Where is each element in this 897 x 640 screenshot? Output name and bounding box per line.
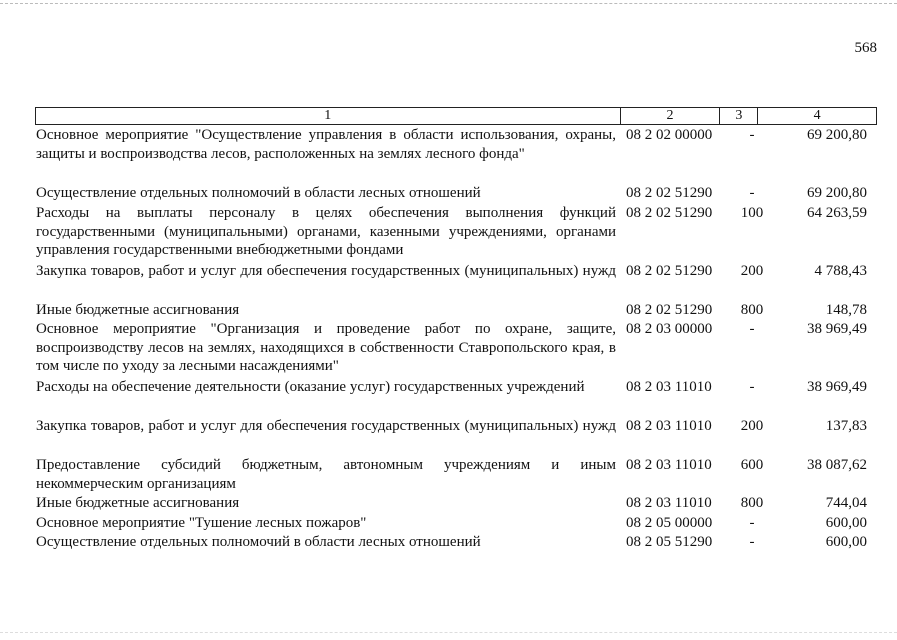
row-amount: 148,78 xyxy=(825,302,867,318)
row-amount: 600,00 xyxy=(825,515,867,531)
row-type: - xyxy=(749,534,755,550)
row-type: - xyxy=(749,127,755,143)
row-amount: 64 263,59 xyxy=(807,205,867,221)
page-number: 568 xyxy=(854,40,877,56)
row-code: 08 2 02 51290 xyxy=(626,302,713,318)
row-amount: 600,00 xyxy=(825,534,867,550)
row-code: 08 2 02 51290 xyxy=(626,205,713,221)
row-amount: 4 788,43 xyxy=(814,263,867,279)
row-code: 08 2 03 11010 xyxy=(626,379,712,395)
row-description: Осуществление отдельных полномочий в области лесных отношений xyxy=(36,185,481,201)
row-description: Расходы на выплаты персоналу в целях обеспечения выполнения функций государственными (муниципальными) органами, казенными учреждениями, органами управления государственными внебюджетными фондами xyxy=(36,205,616,258)
row-amount: 69 200,80 xyxy=(807,185,867,201)
row-type: - xyxy=(749,515,755,531)
header-col-2: 2 xyxy=(621,108,721,124)
row-amount: 38 969,49 xyxy=(807,379,867,395)
table-header xyxy=(35,107,877,125)
row-code: 08 2 02 51290 xyxy=(626,185,713,201)
row-type: 200 xyxy=(740,263,764,279)
row-code: 08 2 05 51290 xyxy=(626,534,713,550)
row-code: 08 2 03 11010 xyxy=(626,495,712,511)
row-type: 800 xyxy=(740,495,764,511)
row-type: 600 xyxy=(740,457,764,473)
row-description: Закупка товаров, работ и услуг для обеспечения государственных (муниципальных) нужд xyxy=(36,263,616,279)
row-amount: 137,83 xyxy=(825,418,867,434)
row-type: - xyxy=(749,321,755,337)
row-type: 200 xyxy=(740,418,764,434)
row-description: Осуществление отдельных полномочий в области лесных отношений xyxy=(36,534,481,550)
row-description: Предоставление субсидий бюджетным, автономным учреждениям и иным некоммерческим организациям xyxy=(36,457,616,492)
row-amount: 38 087,62 xyxy=(807,457,867,473)
scan-edge-bottom xyxy=(0,632,897,634)
row-code: 08 2 02 51290 xyxy=(626,263,713,279)
row-description: Расходы на обеспечение деятельности (оказание услуг) государственных учреждений xyxy=(36,379,585,395)
row-type: 800 xyxy=(740,302,764,318)
scan-edge-top xyxy=(0,3,897,5)
row-type: - xyxy=(749,185,755,201)
row-type: 100 xyxy=(740,205,764,221)
row-code: 08 2 05 00000 xyxy=(626,515,713,531)
row-type: - xyxy=(749,379,755,395)
row-code: 08 2 03 00000 xyxy=(626,321,713,337)
row-amount: 69 200,80 xyxy=(807,127,867,143)
row-description: Основное мероприятие "Тушение лесных пожаров" xyxy=(36,515,367,531)
row-description: Основное мероприятие "Осуществление управления в области использования, охраны, защиты и воспроизводства лесов, расположенных на землях лесного фонда" xyxy=(36,127,616,162)
row-description: Иные бюджетные ассигнования xyxy=(36,302,240,318)
header-col-1: 1 xyxy=(36,108,621,124)
header-col-4: 4 xyxy=(813,108,821,123)
row-code: 08 2 03 11010 xyxy=(626,418,712,434)
row-description: Иные бюджетные ассигнования xyxy=(36,495,240,511)
row-amount: 38 969,49 xyxy=(807,321,867,337)
row-code: 08 2 03 11010 xyxy=(626,457,712,473)
header-col-3: 3 xyxy=(720,108,758,124)
row-description: Закупка товаров, работ и услуг для обеспечения государственных (муниципальных) нужд xyxy=(36,418,616,434)
row-amount: 744,04 xyxy=(825,495,867,511)
row-code: 08 2 02 00000 xyxy=(626,127,713,143)
row-description: Основное мероприятие "Организация и проведение работ по охране, защите, воспроизводству лесов на землях, находящихся в собственности Ставропольского края, в том числе по уходу за лесными насаждениями" xyxy=(36,321,616,374)
